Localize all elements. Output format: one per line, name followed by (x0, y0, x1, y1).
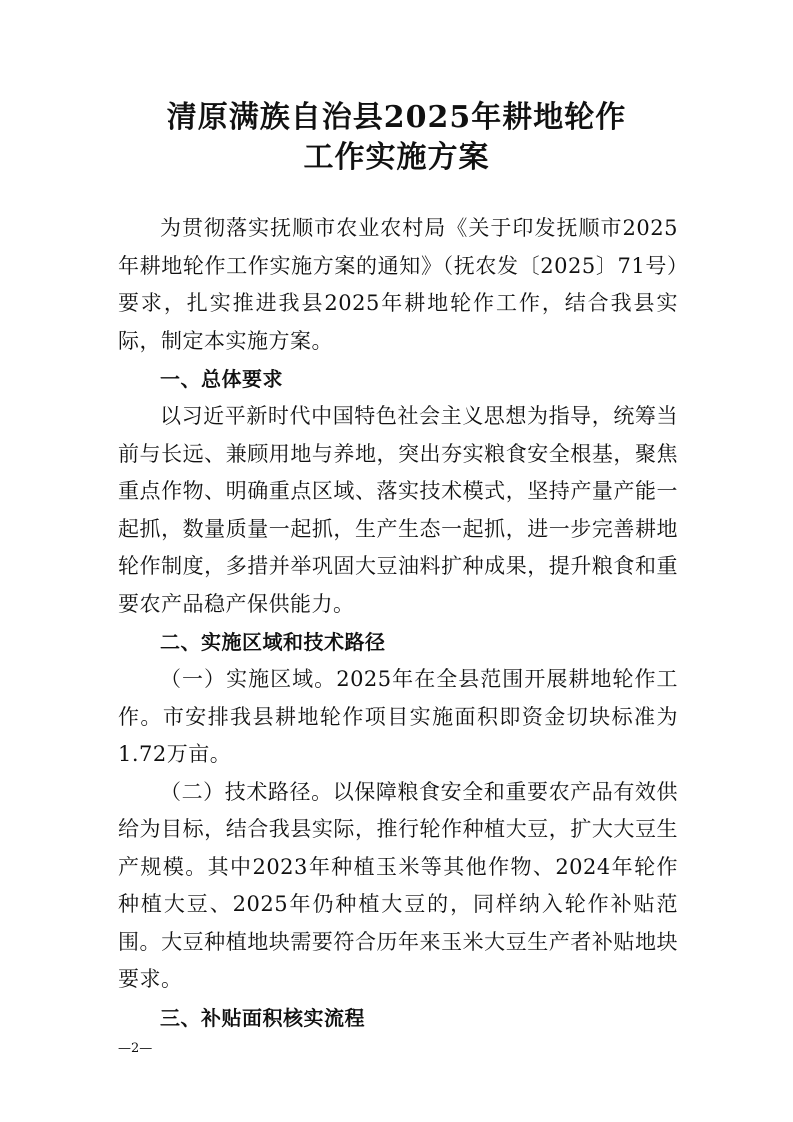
document-body (118, 210, 678, 1037)
page-number: —2— (118, 1041, 153, 1056)
document-title-line-2: 工作实施方案 (303, 140, 490, 175)
technical-path-paragraph: （二）技术路径。以保障粮食安全和重要农产品有效供给为目标，结合我县实际，推行轮作种植大豆，扩大大豆生产规模。其中2023年种植玉米等其他作物、2024年轮作种植大豆、2025年仍种植大豆的，同样纳入轮作补贴范围。大豆种植地块需要符合历年来玉米大豆生产者补贴地块要求。 (118, 779, 678, 991)
section-heading-subsidy-verification: 三、补贴面积核实流程 (160, 1005, 365, 1030)
general-requirements-paragraph: 以习近平新时代中国特色社会主义思想为指导，统筹当前与长远、兼顾用地与养地，突出夯实粮食安全根基，聚焦重点作物、明确重点区域、落实技术模式，坚持产量产能一起抓，数量质量一起抓，生产生态一起抓，进一步完善耕地轮作制度，多措并举巩固大豆油料扩种成果，提升粮食和重要农产品稳产保供能力。 (118, 404, 678, 616)
implementation-area-paragraph: （一）实施区域。2025年在全县范围开展耕地轮作工作。市安排我县耕地轮作项目实施面积即资金切块标准为1.72万亩。 (118, 667, 678, 766)
intro-paragraph: 为贯彻落实抚顺市农业农村局《关于印发抚顺市2025年耕地轮作工作实施方案的通知》（抚农发〔2025〕71号）要求，扎实推进我县2025年耕地轮作工作，结合我县实际，制定本实施方案。 (118, 216, 678, 353)
section-heading-area-and-technical-path: 二、实施区域和技术路径 (160, 630, 386, 654)
section-heading-general-requirements: 一、总体要求 (160, 367, 283, 391)
document-title-line-1: 清原满族自治县2025年耕地轮作 (166, 100, 627, 135)
